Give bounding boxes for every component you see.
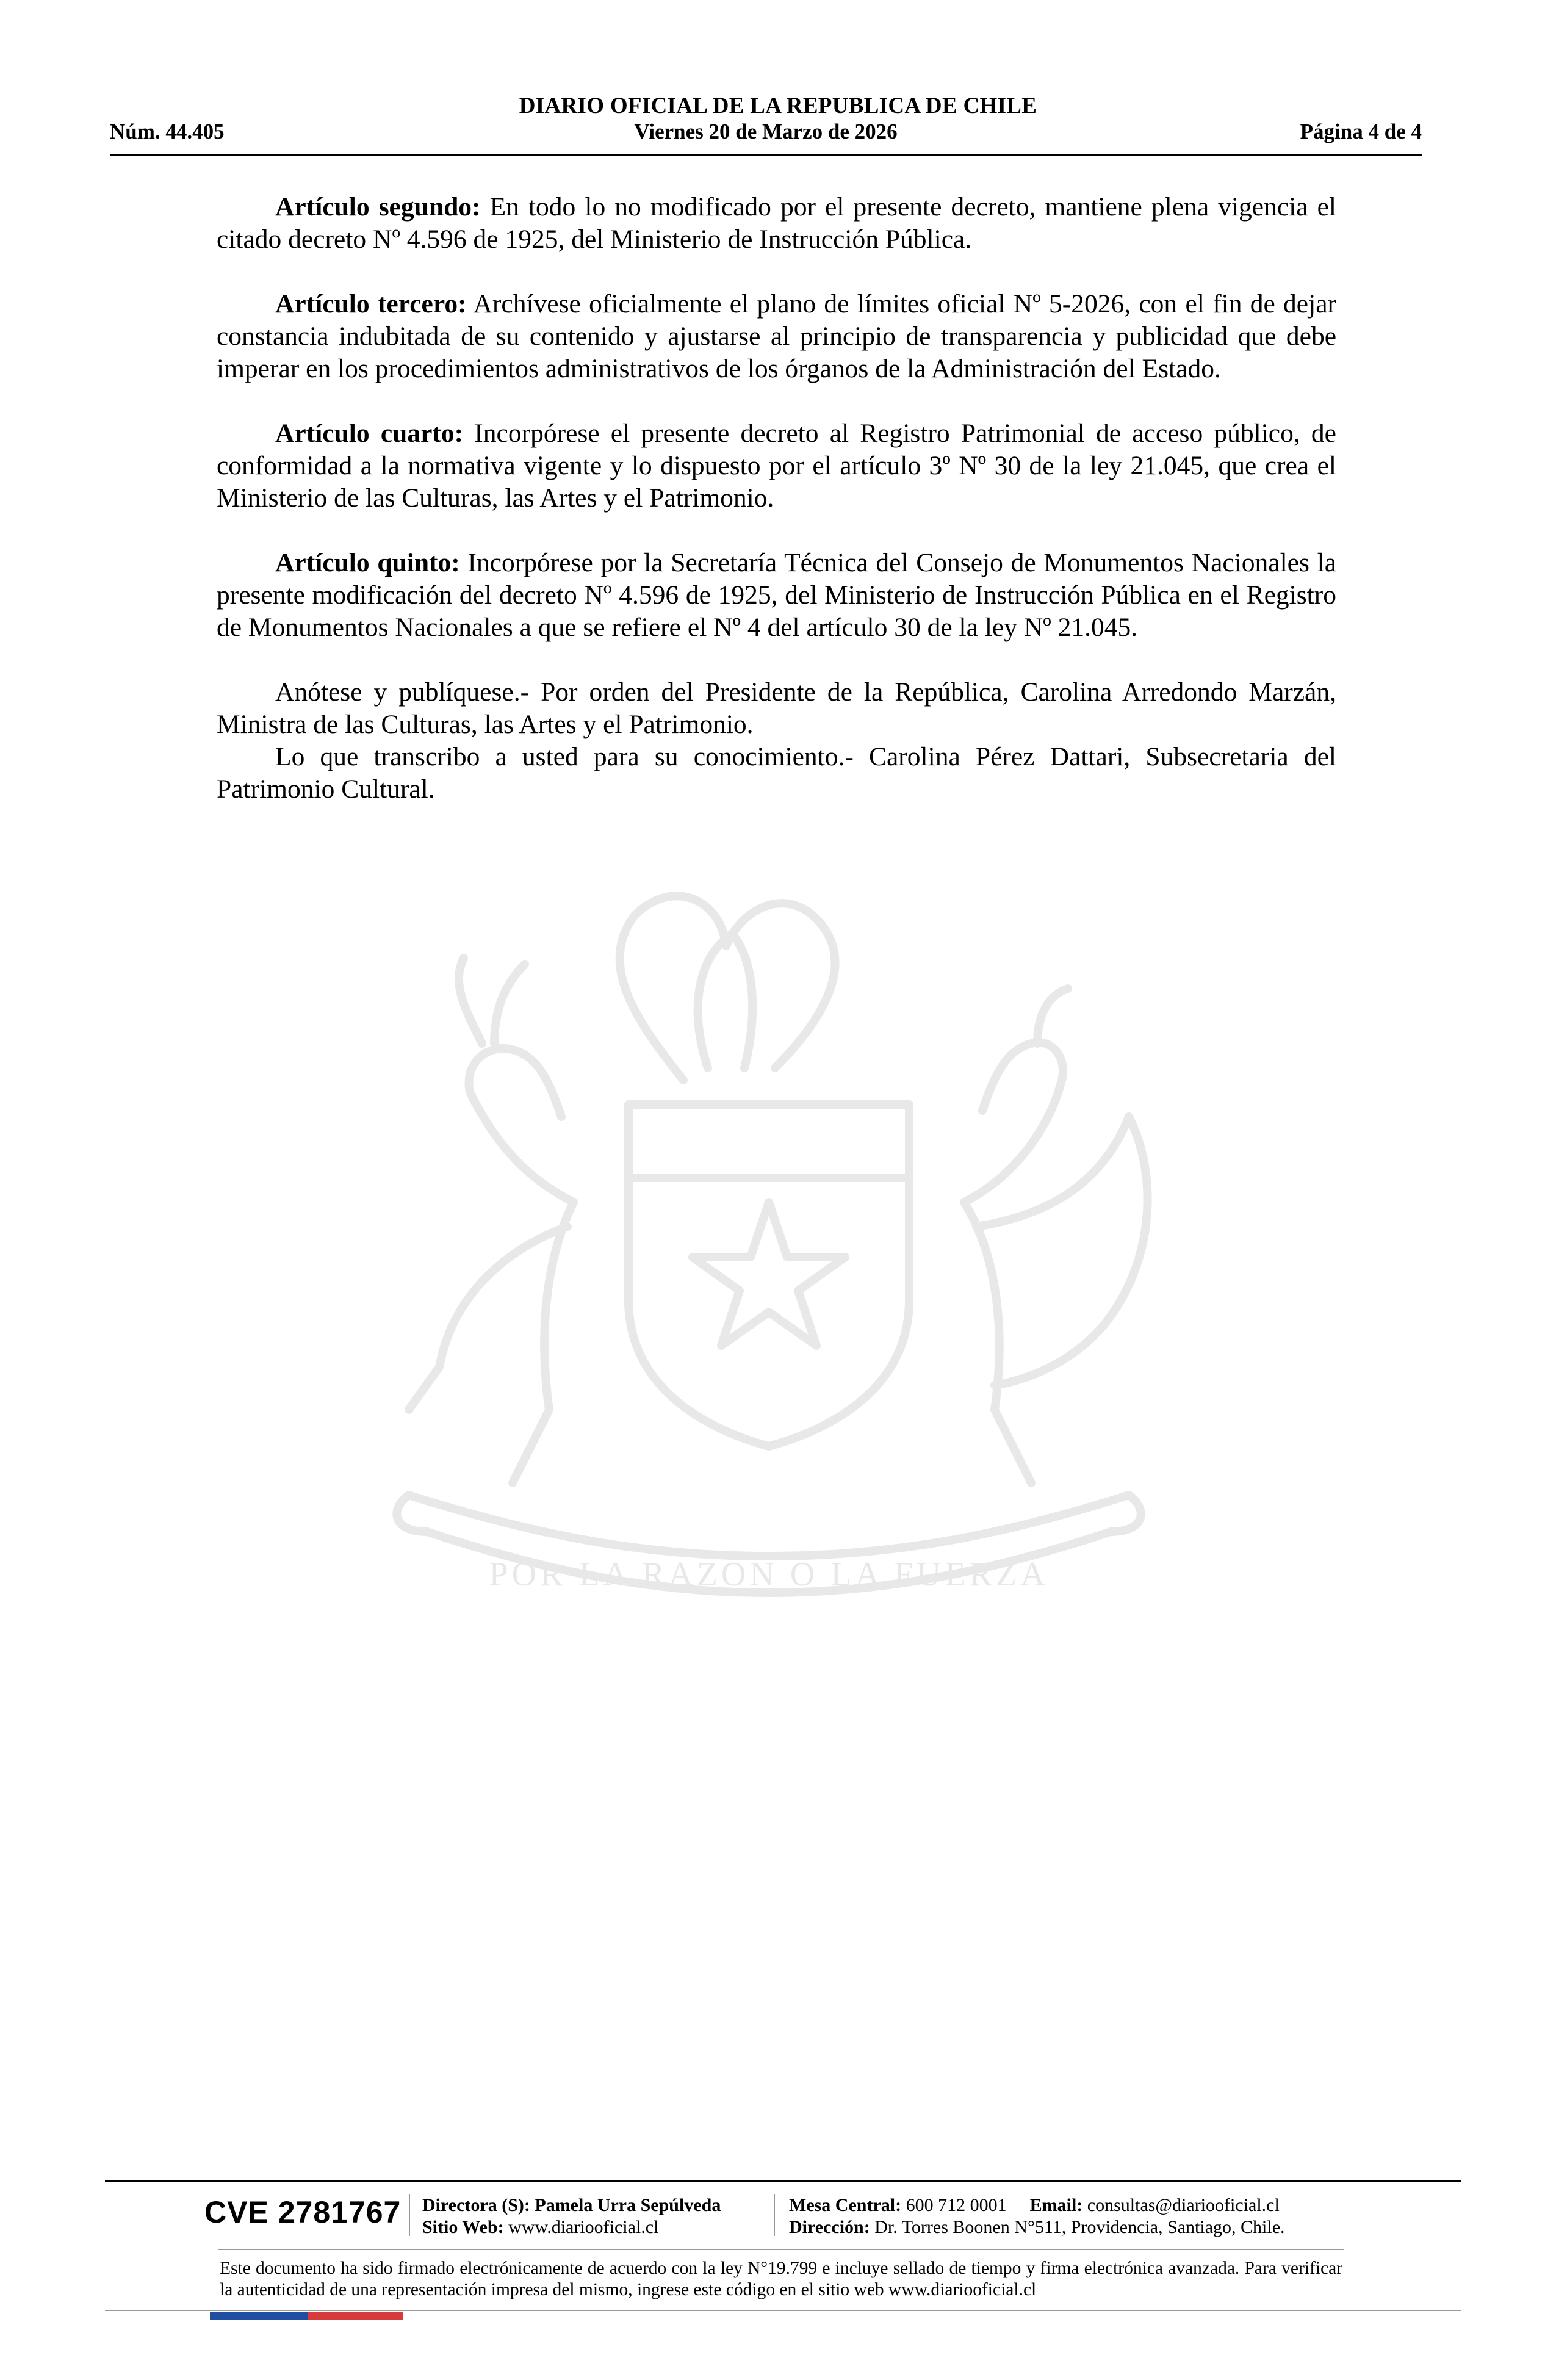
- article-text: Archívese oficialmente el plano de límites oficial Nº 5-2026, con el fin de dejar constancia indubitada de su contenido y ajustarse al principio de transparencia y publicidad que debe imperar en los procedimientos administrativos de los órganos de la Administración del Estado.: [217, 289, 1336, 383]
- email-label: Email:: [1029, 2195, 1083, 2215]
- article-text: Incorpórese por la Secretaría Técnica del Consejo de Monumentos Nacionales la presente modificación del decreto Nº 4.596 de 1925, del Ministerio de Instrucción Pública en el Registro de Monumentos Nacionales a que se refiere el Nº 4 del artículo 30 de la ley Nº 21.045.: [217, 548, 1337, 642]
- flag-color-bar: [210, 2312, 403, 2320]
- header-row: [110, 120, 1422, 148]
- transcription-paragraph: Lo que transcribo a usted para su conocimiento.- Carolina Pérez Dattari, Subsecretaria del Patrimonio Cultural.: [217, 742, 1336, 804]
- cve-code: CVE 2781767: [204, 2195, 402, 2229]
- coat-of-arms-icon: [397, 896, 1147, 1593]
- article-paragraph: [217, 547, 1336, 644]
- address-value: Dr. Torres Boonen N°511, Providencia, Santiago, Chile.: [874, 2217, 1285, 2237]
- flag-red-segment: [308, 2312, 403, 2320]
- phone-number: 600 712 0001: [906, 2195, 1007, 2215]
- header-divider: [110, 154, 1422, 156]
- director-label: Directora (S): Pamela Urra Sepúlveda: [422, 2195, 721, 2215]
- footer-column-separator: [409, 2194, 410, 2236]
- footer-editor-info: [422, 2194, 721, 2238]
- article-label: Artículo tercero:: [275, 289, 467, 319]
- footer-divider-middle: [218, 2249, 1344, 2250]
- coat-of-arms-watermark: [207, 860, 1324, 1672]
- article-text: Incorpórese el presente decreto al Registro Patrimonial de acceso público, de conformidad a la normativa vigente y lo dispuesto por el artículo 3º Nº 30 de la ley 21.045, que crea el Ministerio de las Culturas, las Artes y el Patrimonio.: [217, 419, 1336, 513]
- web-link[interactable]: www.diariooficial.cl: [508, 2217, 659, 2237]
- article-paragraph: [217, 191, 1336, 256]
- page-indicator: Página 4 de 4: [1300, 120, 1422, 143]
- issue-number: Núm. 44.405: [110, 120, 225, 143]
- footer-divider-top: [105, 2180, 1461, 2182]
- publication-title: DIARIO OFICIAL DE LA REPUBLICA DE CHILE: [519, 93, 1037, 118]
- article-label: Artículo quinto:: [275, 548, 460, 577]
- address-label: Dirección:: [789, 2217, 870, 2237]
- article-text: En todo lo no modificado por el presente decreto, mantiene plena vigencia el citado decreto Nº 4.596 de 1925, del Ministerio de Instrucción Pública.: [217, 192, 1336, 254]
- email-link[interactable]: consultas@diariooficial.cl: [1087, 2195, 1280, 2215]
- article-paragraph: [217, 417, 1336, 514]
- footer-divider-bottom: [105, 2310, 1461, 2311]
- web-label: Sitio Web:: [422, 2217, 504, 2237]
- issue-date: Viernes 20 de Marzo de 2026: [634, 120, 898, 143]
- article-label: Artículo cuarto:: [275, 419, 464, 448]
- electronic-signature-note: Este documento ha sido firmado electrónicamente de acuerdo con la ley N°19.799 e incluye sellado de tiempo y firma electrónica avanzada. Para verificar la autenticidad de una representación impresa del mismo, ingrese este código en el sitio web www.diariooficial.cl: [220, 2259, 1342, 2299]
- article-paragraph: [217, 288, 1336, 385]
- flag-blue-segment: [210, 2312, 308, 2320]
- decree-body: [217, 191, 1336, 806]
- footer-column-separator: [774, 2194, 775, 2236]
- mesa-label: Mesa Central:: [789, 2195, 902, 2215]
- article-label: Artículo segundo:: [275, 192, 481, 222]
- footer-contact-info: [789, 2194, 1285, 2238]
- closing-paragraph: Anótese y publíquese.- Por orden del Presidente de la República, Carolina Arredondo Marzán, Ministra de las Culturas, las Artes y el Patrimonio.: [217, 677, 1336, 739]
- watermark-motto: POR LA RAZON O LA FUERZA: [489, 1556, 1049, 1593]
